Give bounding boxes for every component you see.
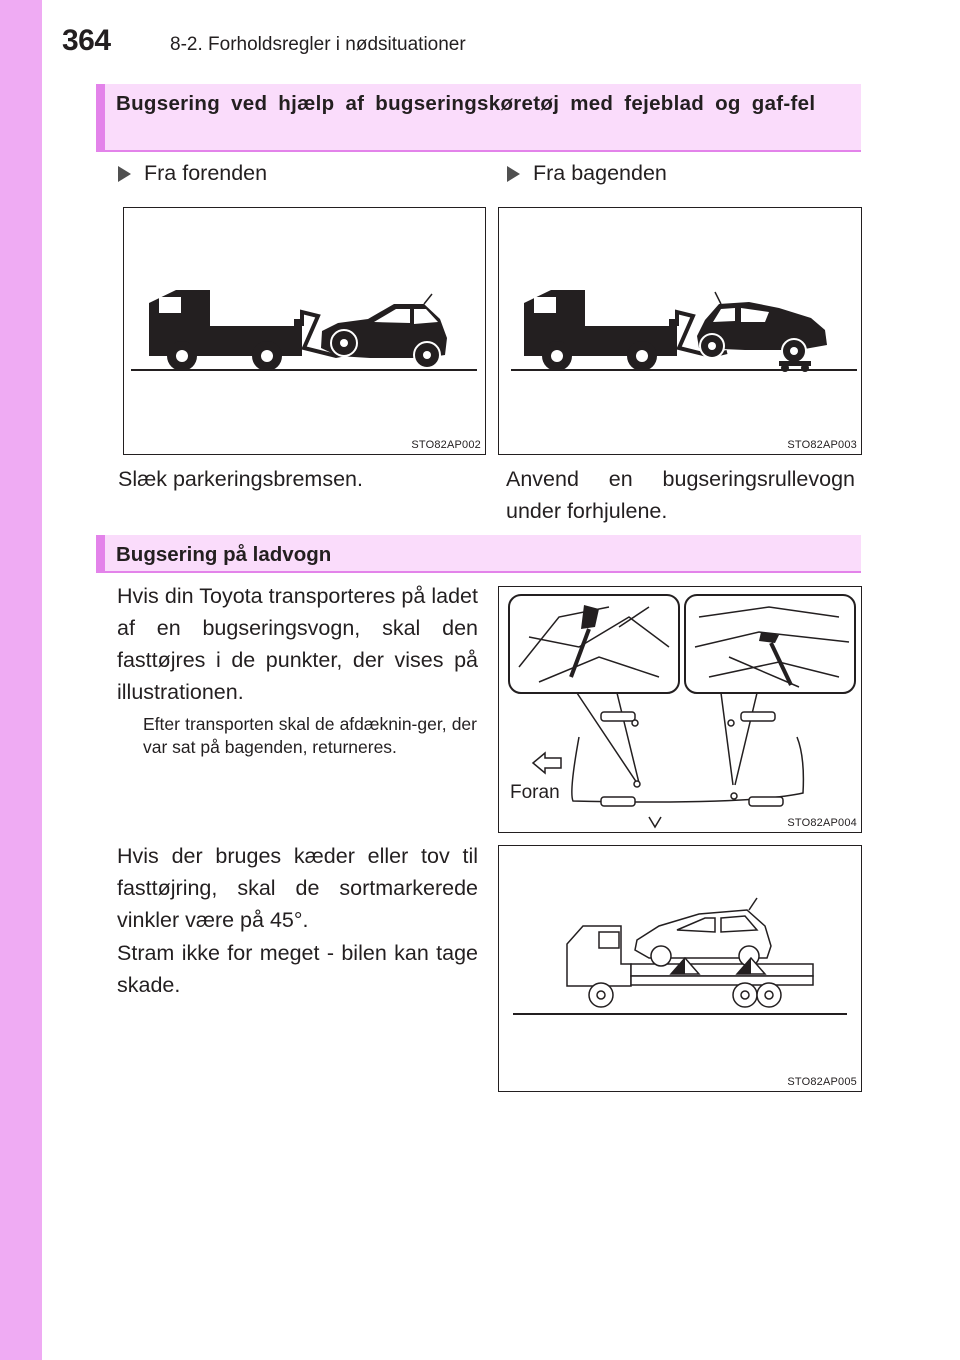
front-direction-label: Foran <box>510 782 560 803</box>
paragraph-flatbed-tiedown: Hvis din Toyota transporteres på ladet af en bugseringsvogn, skal den fasttøjres i de punkter, der vises på illustrationen. <box>117 584 478 704</box>
flatbed-truck-illustration <box>499 846 863 1093</box>
figure-code: STO82AP003 <box>787 439 857 451</box>
bullet-triangle-icon <box>118 166 131 182</box>
figure-flatbed-truck <box>498 845 862 1092</box>
note-return-covers: Efter transporten skal de afdæknin-ger, der var sat på bagenden, returneres. <box>143 714 477 757</box>
bullet-from-rear <box>507 161 667 186</box>
section-heading-tow-truck: Bugsering ved hjælp af bugseringskøretøj med fejeblad og gaf-fel <box>96 84 861 152</box>
caption-use-tow-dolly: Anvend en bugseringsrullevogn under forhjulene. <box>506 467 855 523</box>
figure-tow-from-front <box>123 207 486 455</box>
bullet-label: Fra forenden <box>144 161 268 185</box>
tow-truck-front-illustration <box>124 208 487 456</box>
tow-truck-rear-illustration <box>499 208 863 456</box>
bullet-from-front <box>118 161 267 186</box>
figure-tow-from-rear <box>498 207 862 455</box>
bullet-label: Fra bagenden <box>533 161 667 185</box>
side-strip <box>0 0 42 1360</box>
chapter-title: 8-2. Forholdsregler i nødsituationer <box>170 34 466 55</box>
paragraph-chain-angle: Hvis der bruges kæder eller tov til fasttøjring, skal de sortmarkerede vinkler være på 45°. <box>117 844 478 932</box>
paragraph-do-not-overtighten: Stram ikke for meget - bilen kan tage skade. <box>117 941 478 997</box>
figure-code: STO82AP004 <box>787 817 857 829</box>
figure-code: STO82AP002 <box>411 439 481 451</box>
page-number: 364 <box>62 24 111 57</box>
bullet-triangle-icon <box>507 166 520 182</box>
figure-code: STO82AP005 <box>787 1076 857 1088</box>
figure-tiedown-points <box>498 586 862 833</box>
caption-release-parking-brake: Slæk parkeringsbremsen. <box>118 467 363 491</box>
section-heading-flatbed: Bugsering på ladvogn <box>96 535 861 573</box>
